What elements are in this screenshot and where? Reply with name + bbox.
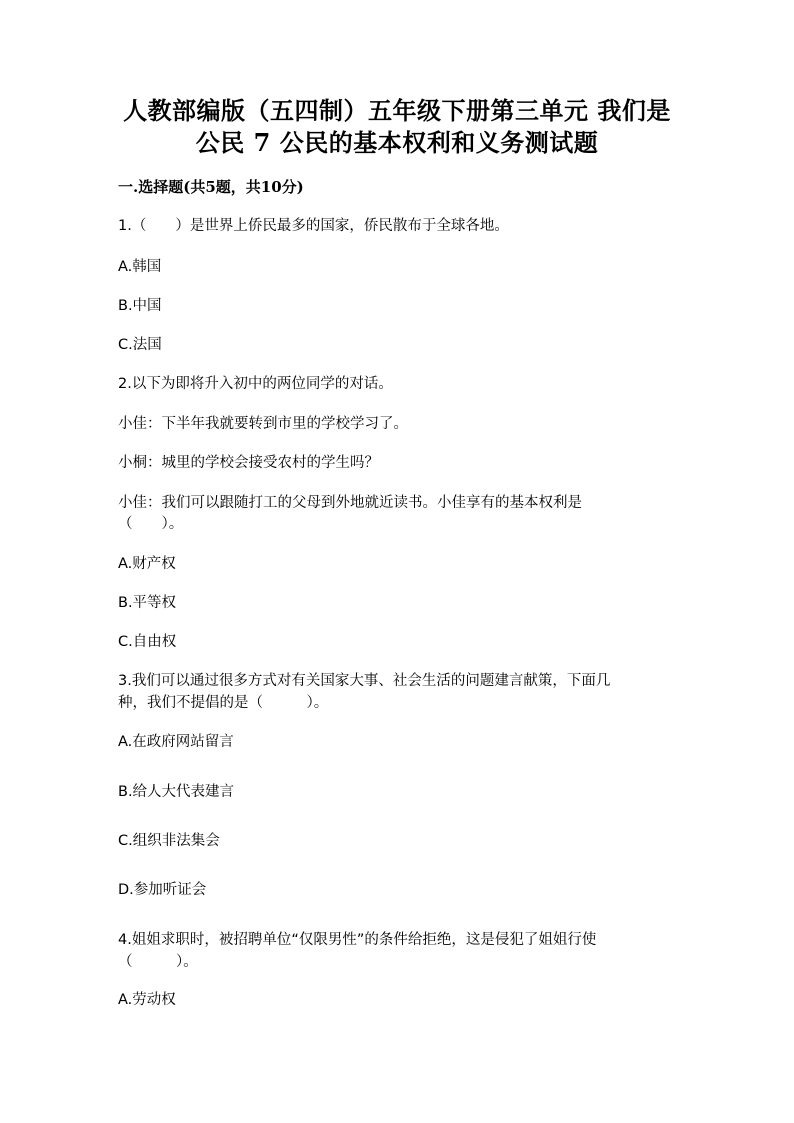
- question-3-stem-line-2: 种，我们不提倡的是（ ）。: [118, 695, 329, 711]
- question-1-stem: 1.（ ）是世界上侨民最多的国家，侨民散布于全球各地。: [118, 218, 509, 234]
- question-4-stem-line-1: 4.姐姐求职时，被招聘单位“仅限男性”的条件给拒绝，这是侵犯了姐姐行使: [118, 932, 597, 948]
- document-title-line-1: 人教部编版（五四制）五年级下册第三单元 我们是: [123, 96, 671, 125]
- question-1-option-a: A.韩国: [118, 259, 162, 275]
- question-2-dialogue-4: （ ）。: [118, 516, 184, 532]
- question-2-dialogue-1: 小佳：下半年我就要转到市里的学校学习了。: [118, 416, 408, 432]
- question-4-option-a: A.劳动权: [118, 992, 176, 1008]
- question-1-option-b: B.中国: [118, 298, 162, 314]
- question-3-option-d: D.参加听证会: [118, 882, 207, 898]
- question-1-option-c: C.法国: [118, 337, 162, 353]
- question-2-option-b: B.平等权: [118, 595, 177, 611]
- question-2-option-a: A.财产权: [118, 556, 176, 572]
- question-4-stem-line-2: （ ）。: [118, 954, 198, 970]
- question-3-stem-line-1: 3.我们可以通过很多方式对有关国家大事、社会生活的问题建言献策，下面几: [118, 673, 611, 689]
- question-2-stem: 2.以下为即将升入初中的两位同学的对话。: [118, 376, 393, 392]
- section-heading: 一.选择题(共5题，共10分): [118, 178, 304, 196]
- question-2-dialogue-3: 小佳：我们可以跟随打工的父母到外地就近读书。小佳享有的基本权利是: [118, 495, 582, 511]
- question-3-option-a: A.在政府网站留言: [118, 734, 234, 750]
- question-3-option-b: B.给人大代表建言: [118, 784, 235, 800]
- question-3-option-c: C.组织非法集会: [118, 833, 220, 849]
- question-2-option-c: C.自由权: [118, 634, 177, 650]
- document-title-line-2: 公民 7 公民的基本权利和义务测试题: [195, 128, 599, 157]
- question-2-dialogue-2: 小桐：城里的学校会接受农村的学生吗？: [118, 455, 379, 471]
